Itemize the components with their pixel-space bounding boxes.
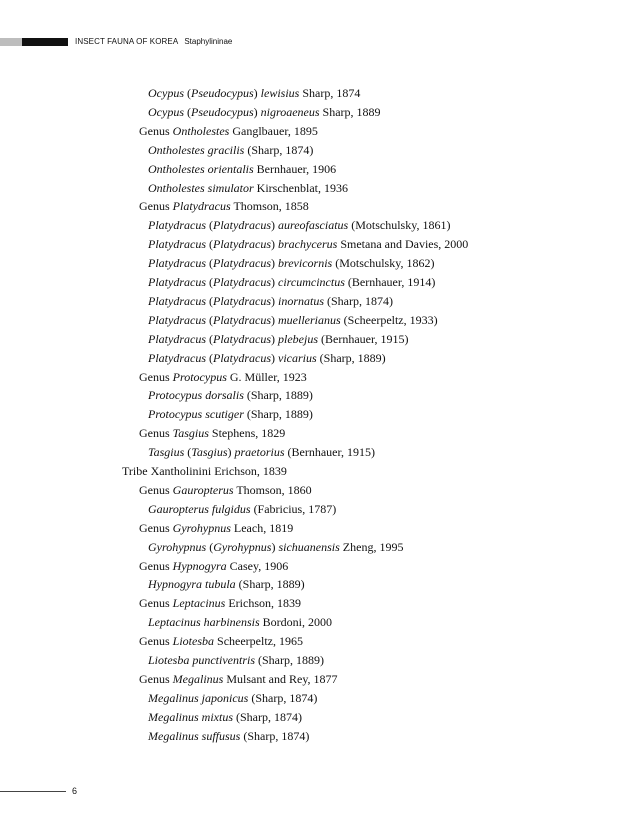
species-entry (148, 577, 305, 592)
taxon-text: ) (227, 445, 235, 460)
genus-entry (139, 596, 301, 611)
taxon-name-italic: Platydracus (213, 331, 271, 346)
taxon-text: (Sharp, 1874) (324, 293, 394, 308)
taxon-name-italic: Platydracus (148, 275, 206, 289)
genus-entry (139, 370, 307, 385)
taxon-text: Genus (139, 369, 173, 384)
taxon-text: (Scheerpeltz, 1933) (340, 312, 438, 327)
tribe-entry (122, 464, 287, 479)
taxon-text: Bernhauer, 1906 (253, 161, 337, 176)
running-header-title: INSECT FAUNA OF KOREA (75, 37, 179, 46)
taxon-name-italic: sichuanensis (278, 539, 340, 554)
species-entry (148, 237, 468, 252)
taxon-text: Genus (139, 671, 173, 686)
taxon-name-italic: praetorius (234, 445, 285, 460)
taxon-text: Genus (139, 634, 173, 649)
taxon-name-italic: Leptacinus harbinensis (148, 615, 260, 630)
taxon-text: Scheerpeltz, 1965 (214, 634, 303, 649)
taxon-text: ) (253, 104, 261, 119)
taxon-name-italic: plebejus (278, 331, 318, 346)
species-entry (148, 540, 403, 555)
taxon-name-italic: Tasgius (191, 445, 228, 460)
species-entry (148, 388, 313, 403)
taxon-name-italic: Platydracus (148, 350, 206, 365)
taxon-text: ) (271, 331, 278, 346)
taxon-text: Thomson, 1860 (233, 482, 312, 497)
taxon-name-italic: Megalinus (172, 671, 224, 686)
taxon-text: (Fabricius, 1787) (250, 501, 337, 516)
taxon-text: ( (206, 218, 213, 233)
species-entry (148, 275, 435, 290)
taxon-text: Casey, 1906 (226, 558, 289, 573)
genus-entry (139, 672, 338, 687)
taxon-text: ( (206, 539, 214, 554)
taxon-name-italic: Liotesba punctiventris (148, 653, 255, 667)
taxon-name-italic: Ontholestes orientalis (148, 161, 254, 176)
taxon-name-italic: Protocypus scutiger (148, 407, 244, 422)
taxon-name-italic: Platydracus (213, 237, 271, 252)
taxon-text: Ganglbauer, 1895 (229, 123, 318, 138)
species-entry (148, 445, 375, 460)
taxon-name-italic: Platydracus (213, 275, 271, 289)
taxon-text: ) (271, 312, 278, 327)
species-entry (148, 615, 332, 630)
taxon-name-italic: Gyrohypnus (213, 539, 272, 554)
taxon-name-italic: Platydracus (213, 293, 271, 308)
taxon-text: Genus (139, 596, 173, 611)
taxon-name-italic: Protocypus (172, 369, 227, 384)
taxon-text: ( (206, 331, 213, 346)
taxon-text: Kirschenblat, 1936 (253, 180, 348, 195)
taxon-name-italic: inornatus (278, 293, 325, 308)
taxon-text: Thomson, 1858 (230, 199, 309, 214)
taxon-name-italic: Platydracus (148, 331, 206, 346)
taxon-name-italic: Ontholestes gracilis (148, 142, 245, 157)
taxon-text: Leach, 1819 (230, 520, 294, 535)
taxon-text: Genus (139, 482, 173, 497)
taxon-name-italic: Tasgius (172, 426, 209, 441)
genus-entry (139, 483, 312, 498)
taxon-text: (Sharp, 1889) (243, 407, 313, 422)
taxon-text: (Bernhauer, 1915) (318, 331, 409, 346)
species-entry (148, 313, 438, 328)
taxon-text: (Sharp, 1889) (243, 388, 313, 403)
header-accent-bar-dark (22, 38, 68, 46)
taxon-text: ( (184, 445, 192, 460)
taxon-name-italic: Platydracus (148, 293, 206, 308)
genus-entry (139, 124, 318, 139)
taxon-text: Genus (139, 199, 173, 214)
taxon-text: ) (271, 275, 278, 289)
taxon-text: ) (271, 293, 278, 308)
taxon-text: ( (206, 256, 213, 271)
taxon-name-italic: circumcinctus (278, 275, 345, 289)
taxon-name-italic: Megalinus mixtus (148, 709, 233, 724)
taxon-text: Erichson, 1839 (225, 596, 301, 611)
species-entry (148, 407, 313, 422)
taxon-text: (Bernhauer, 1914) (344, 275, 436, 289)
species-entry (148, 729, 309, 744)
taxon-name-italic: Platydracus (213, 350, 271, 365)
taxon-name-italic: Ocypus (148, 86, 184, 100)
taxon-name-italic: aureofasciatus (278, 218, 349, 233)
taxon-text: (Sharp, 1874) (244, 142, 314, 157)
taxon-text: ) (271, 539, 279, 554)
species-entry (148, 691, 317, 706)
running-header (75, 36, 232, 48)
taxon-name-italic: Platydracus (213, 312, 271, 327)
genus-entry (139, 634, 303, 649)
taxon-name-italic: Leptacinus (172, 596, 226, 611)
page-number: 6 (72, 786, 78, 796)
taxon-text: ) (271, 350, 278, 365)
taxon-text: Genus (139, 426, 173, 441)
taxon-name-italic: brevicornis (278, 256, 333, 271)
taxon-name-italic: brachycerus (278, 237, 338, 252)
taxon-text: (Motschulsky, 1862) (332, 256, 435, 271)
taxon-name-italic: vicarius (278, 350, 317, 365)
species-entry (148, 218, 450, 233)
taxon-text: ( (206, 312, 213, 327)
taxon-text: ) (271, 237, 278, 252)
taxon-name-italic: Ontholestes (172, 123, 230, 138)
taxon-name-italic: muellerianus (278, 312, 341, 327)
species-entry (148, 502, 336, 517)
taxon-text: Bordoni, 2000 (259, 615, 333, 630)
taxon-name-italic: Pseudocypus (191, 86, 254, 100)
taxon-text: Stephens, 1829 (208, 426, 286, 441)
taxon-text: ) (253, 86, 261, 100)
taxon-name-italic: Platydracus (148, 312, 206, 327)
taxon-name-italic: nigroaeneus (260, 104, 320, 119)
taxon-name-italic: Platydracus (213, 218, 271, 233)
taxon-text: (Sharp, 1889) (316, 350, 386, 365)
taxon-name-italic: Gyrohypnus (148, 539, 207, 554)
taxon-text: Smetana and Davies, 2000 (337, 237, 469, 252)
taxon-name-italic: Gauropterus (172, 482, 234, 497)
taxon-text: Sharp, 1889 (319, 104, 381, 119)
genus-entry (139, 199, 309, 214)
taxon-name-italic: Megalinus japonicus (148, 690, 249, 705)
taxon-text: (Motschulsky, 1861) (348, 218, 451, 233)
taxon-name-italic: Platydracus (213, 256, 271, 271)
species-entry (148, 86, 360, 101)
species-entry (148, 294, 393, 309)
taxon-name-italic: Ontholestes simulator (148, 180, 254, 195)
taxon-name-italic: Hypnogyra tubula (148, 577, 236, 592)
species-entry (148, 351, 386, 366)
species-entry (148, 710, 302, 725)
genus-entry (139, 521, 293, 536)
taxon-text: (Sharp, 1874) (248, 690, 318, 705)
taxon-name-italic: Protocypus dorsalis (148, 388, 244, 403)
taxon-name-italic: Liotesba (172, 634, 215, 649)
taxon-text: Genus (139, 123, 173, 138)
genus-entry (139, 426, 285, 441)
taxon-name-italic: Megalinus suffusus (148, 728, 241, 743)
taxon-name-italic: Platydracus (148, 256, 206, 271)
taxon-name-italic: lewisius (260, 86, 300, 100)
species-entry (148, 181, 348, 196)
taxon-text: Genus (139, 558, 173, 573)
footer-rule (0, 791, 66, 792)
taxon-name-italic: Gyrohypnus (172, 520, 231, 535)
genus-entry (139, 559, 288, 574)
taxon-text: Genus (139, 520, 173, 535)
taxon-text: ( (206, 350, 213, 365)
taxon-text: ) (271, 218, 278, 233)
taxon-text: G. Müller, 1923 (226, 369, 307, 384)
taxon-text: (Sharp, 1889) (235, 577, 305, 592)
taxon-text: (Bernhauer, 1915) (284, 445, 376, 460)
taxon-text: ( (206, 293, 213, 308)
taxon-name-italic: Platydracus (148, 218, 206, 233)
taxon-text: (Sharp, 1874) (240, 728, 310, 743)
header-accent-bar-light (0, 38, 22, 46)
taxon-name-italic: Platydracus (172, 199, 231, 214)
species-entry (148, 332, 409, 347)
taxon-text: ) (271, 256, 278, 271)
species-entry (148, 143, 313, 158)
taxon-name-italic: Pseudocypus (191, 104, 254, 119)
taxon-name-italic: Tasgius (148, 445, 185, 460)
taxon-text: Sharp, 1874 (299, 86, 361, 100)
species-entry (148, 653, 324, 668)
taxon-text: ( (206, 275, 213, 289)
taxon-text: ( (206, 237, 213, 252)
taxon-text: Zheng, 1995 (339, 539, 404, 554)
taxon-name-italic: Ocypus (148, 104, 184, 119)
species-entry (148, 105, 381, 120)
taxon-name-italic: Platydracus (148, 237, 206, 252)
taxon-text: (Sharp, 1889) (255, 653, 324, 667)
taxon-text: Tribe Xantholinini Erichson, 1839 (122, 464, 287, 478)
taxon-text: ( (184, 86, 191, 100)
taxon-name-italic: Gauropterus fulgidus (148, 501, 251, 516)
running-header-subtitle: Staphylininae (184, 37, 233, 46)
species-entry (148, 162, 336, 177)
taxon-text: Mulsant and Rey, 1877 (223, 671, 338, 686)
taxon-text: (Sharp, 1874) (233, 709, 302, 724)
species-entry (148, 256, 434, 271)
taxon-name-italic: Hypnogyra (172, 558, 227, 573)
taxon-text: ( (184, 104, 191, 119)
